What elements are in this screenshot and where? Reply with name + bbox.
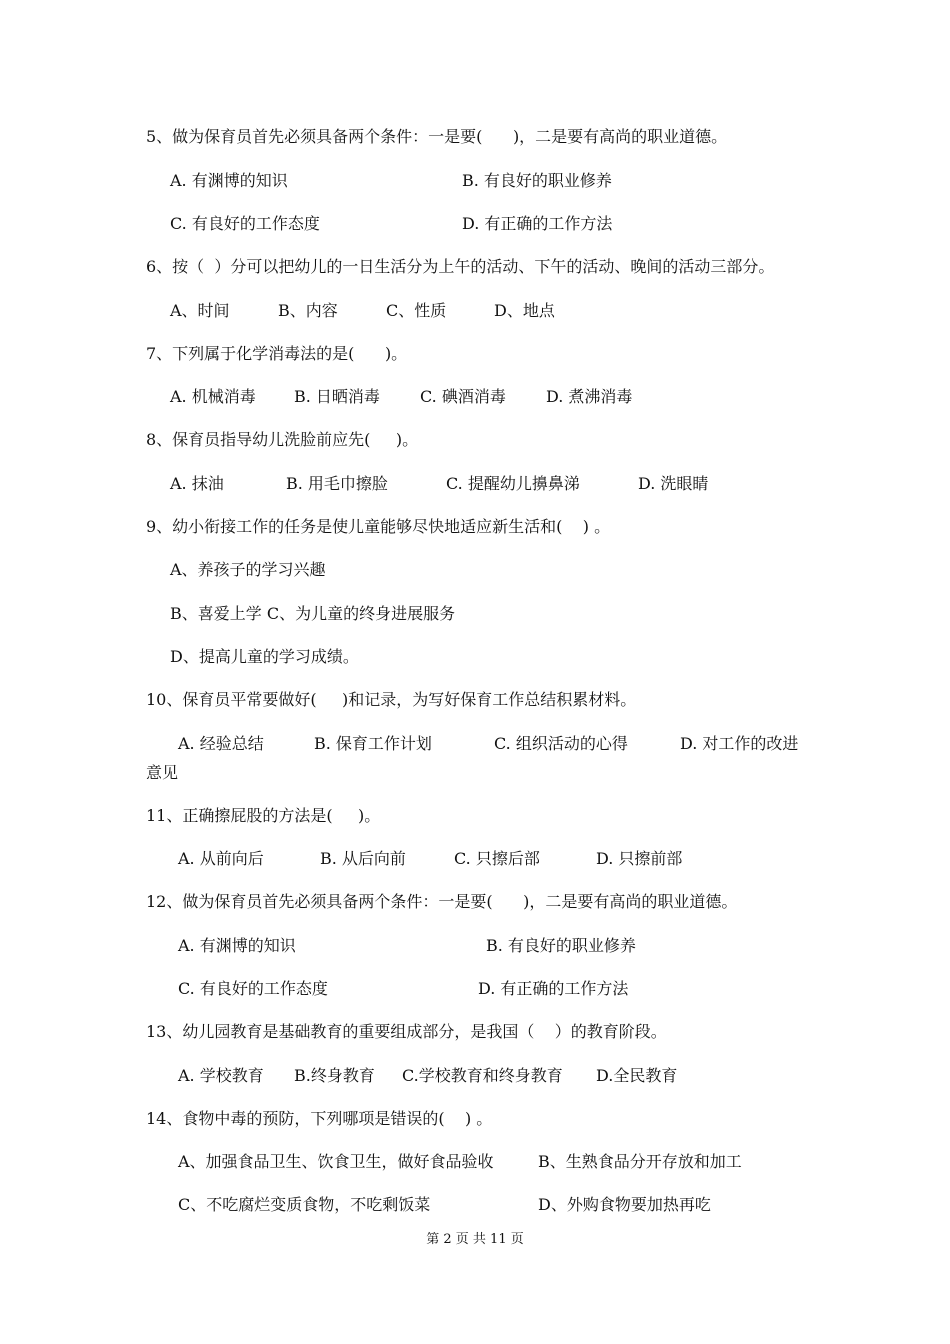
question-9-option-bc: B、喜爱上学 C、为儿童的终身进展服务 xyxy=(170,604,456,623)
question-8-option-c: C. 提醒幼儿擤鼻涕 xyxy=(446,474,580,493)
question-13-option-b: B.终身教育 xyxy=(294,1066,375,1085)
question-6-option-a: A、时间 xyxy=(170,301,230,320)
question-5-option-c: C. 有良好的工作态度 xyxy=(170,214,320,233)
question-7-stem: 7、下列属于化学消毒法的是( )。 xyxy=(146,344,408,363)
question-6-option-b: B、内容 xyxy=(278,301,338,320)
question-5-stem: 5、做为保育员首先必须具备两个条件：一是要( )，二是要有高尚的职业道德。 xyxy=(146,127,728,146)
question-14-option-c: C、不吃腐烂变质食物，不吃剩饭菜 xyxy=(178,1195,431,1214)
question-13-option-a: A. 学校教育 xyxy=(178,1066,264,1085)
question-14-option-d: D、外购食物要加热再吃 xyxy=(538,1195,711,1214)
question-11-option-c: C. 只擦后部 xyxy=(454,849,540,868)
question-14-option-a: A、加强食品卫生、饮食卫生，做好食品验收 xyxy=(178,1152,494,1171)
question-12-option-a: A. 有渊博的知识 xyxy=(178,936,296,955)
question-11-option-b: B. 从后向前 xyxy=(320,849,406,868)
question-12-stem: 12、做为保育员首先必须具备两个条件：一是要( )，二是要有高尚的职业道德。 xyxy=(146,892,738,911)
question-11-stem: 11、正确擦屁股的方法是( )。 xyxy=(146,806,381,825)
question-14-option-b: B、生熟食品分开存放和加工 xyxy=(538,1152,742,1171)
question-8-option-b: B. 用毛巾擦脸 xyxy=(286,474,388,493)
question-6-option-c: C、性质 xyxy=(386,301,447,320)
page-footer: 第 2 页 共 11 页 xyxy=(426,1232,524,1247)
question-10-option-d-continued: 意见 xyxy=(146,763,179,782)
question-10-option-d: D. 对工作的改进 xyxy=(680,734,799,753)
question-10-option-b: B. 保育工作计划 xyxy=(314,734,432,753)
question-8-option-d: D. 洗眼睛 xyxy=(638,474,709,493)
question-5-option-d: D. 有正确的工作方法 xyxy=(462,214,613,233)
question-5-option-b: B. 有良好的职业修养 xyxy=(462,171,612,190)
question-11-option-a: A. 从前向后 xyxy=(178,849,264,868)
question-7-option-c: C. 碘酒消毒 xyxy=(420,387,506,406)
question-10-option-c: C. 组织活动的心得 xyxy=(494,734,628,753)
question-13-option-d: D.全民教育 xyxy=(596,1066,678,1085)
question-14-stem: 14、食物中毒的预防，下列哪项是错误的( ) 。 xyxy=(146,1109,493,1128)
question-10-stem: 10、保育员平常要做好( )和记录，为写好保育工作总结积累材料。 xyxy=(146,690,637,709)
question-10-option-a: A. 经验总结 xyxy=(178,734,264,753)
question-8-stem: 8、保育员指导幼儿洗脸前应先( )。 xyxy=(146,430,419,449)
question-7-option-b: B. 日晒消毒 xyxy=(294,387,380,406)
question-6-option-d: D、地点 xyxy=(494,301,555,320)
question-11-option-d: D. 只擦前部 xyxy=(596,849,683,868)
question-9-stem: 9、幼小衔接工作的任务是使儿童能够尽快地适应新生活和( ) 。 xyxy=(146,517,611,536)
question-13-option-c: C.学校教育和终身教育 xyxy=(402,1066,563,1085)
question-13-stem: 13、幼儿园教育是基础教育的重要组成部分，是我国（ ）的教育阶段。 xyxy=(146,1022,667,1041)
question-9-option-a: A、养孩子的学习兴趣 xyxy=(170,560,326,579)
question-7-option-d: D. 煮沸消毒 xyxy=(546,387,633,406)
question-12-option-d: D. 有正确的工作方法 xyxy=(478,979,629,998)
question-5-option-a: A. 有渊博的知识 xyxy=(170,171,288,190)
question-9-option-d: D、提高儿童的学习成绩。 xyxy=(170,647,359,666)
question-8-option-a: A. 抹油 xyxy=(170,474,224,493)
question-7-option-a: A. 机械消毒 xyxy=(170,387,256,406)
question-12-option-b: B. 有良好的职业修养 xyxy=(486,936,636,955)
question-6-stem: 6、按（ ）分可以把幼儿的一日生活分为上午的活动、下午的活动、晚间的活动三部分。 xyxy=(146,257,775,276)
question-12-option-c: C. 有良好的工作态度 xyxy=(178,979,328,998)
